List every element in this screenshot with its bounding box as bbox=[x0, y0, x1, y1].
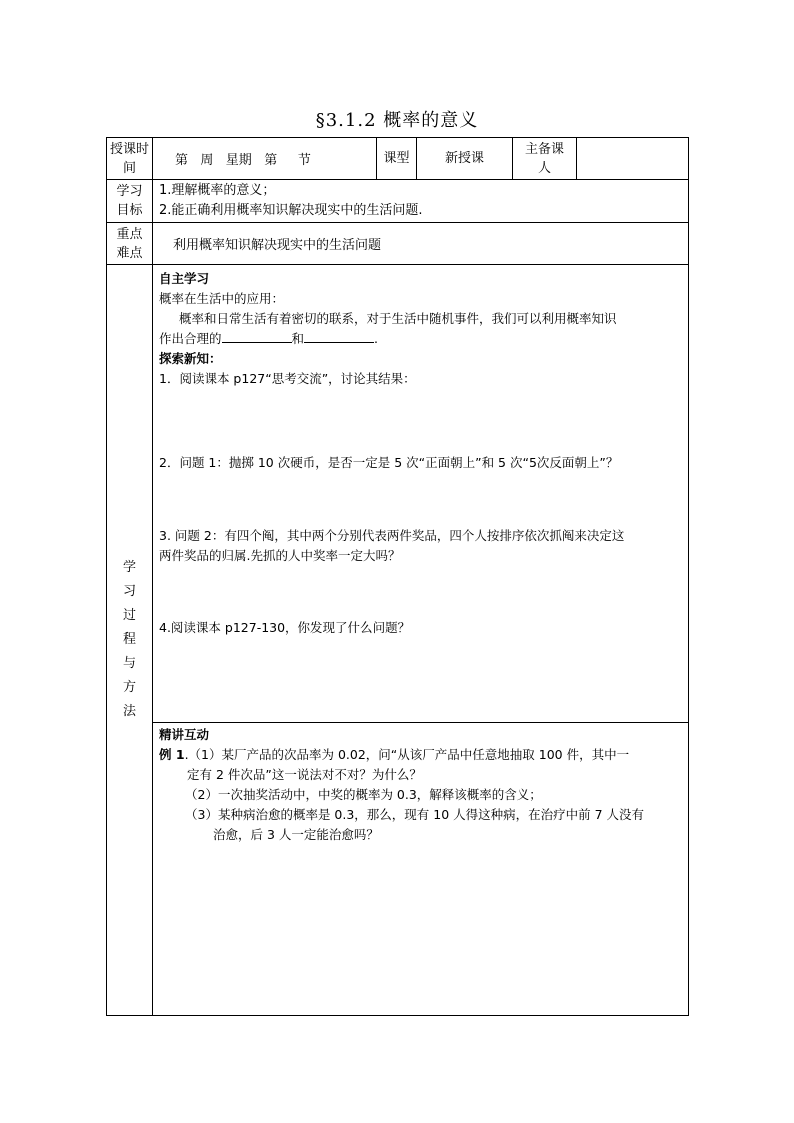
self-study-body-end bbox=[159, 329, 682, 349]
goals-row bbox=[107, 180, 689, 223]
process-label: 学习过程与方法 bbox=[107, 265, 153, 1016]
preparer-label: 主备课人 bbox=[513, 138, 577, 180]
header-row bbox=[107, 138, 689, 180]
self-study-intro: 概率在生活中的应用： bbox=[159, 291, 285, 306]
process-row-interaction bbox=[107, 723, 689, 1016]
key-content: 利用概率知识解决现实中的生活问题 bbox=[153, 223, 689, 265]
example-1-part-2: （2）一次抽奖活动中，中奖的概率为 0.3，解释该概率的含义； bbox=[185, 787, 542, 802]
example-1 bbox=[159, 745, 682, 765]
example-text: .（1）某厂产品的次品率为 0.02，问“从该厂产品中任意地抽取 100 件，其中一 bbox=[184, 747, 630, 762]
goal-item: 1.理解概率的意义； bbox=[159, 183, 276, 198]
key-row bbox=[107, 223, 689, 265]
fill-text: 和 bbox=[291, 331, 305, 346]
example-1-cont: 定有 2 件次品”这一说法对不对？为什么？ bbox=[187, 767, 422, 782]
fill-text: 作出合理的 bbox=[159, 331, 222, 346]
self-study-section bbox=[153, 265, 689, 723]
lesson-type-label: 课型 bbox=[377, 138, 417, 180]
time-value: 第 周 星期 第 节 bbox=[153, 138, 377, 180]
answer-blank[interactable] bbox=[222, 330, 292, 343]
time-label: 授课时间 bbox=[107, 138, 153, 180]
explore-heading: 探索新知： bbox=[159, 351, 222, 366]
goals-content bbox=[153, 180, 689, 223]
lesson-type-value: 新授课 bbox=[417, 138, 513, 180]
goals-label: 学习目标 bbox=[107, 180, 153, 223]
question-4: 4.阅读课本 p127-130，你发现了什么问题？ bbox=[159, 620, 411, 635]
question-1: 1．阅读课本 p127“思考交流”，讨论其结果： bbox=[159, 371, 416, 386]
example-1-part-3: （3）某种病治愈的概率是 0.3，那么，现有 10 人得这种病，在治疗中前 7 人没有 bbox=[185, 807, 645, 822]
fill-text: . bbox=[374, 331, 379, 346]
preparer-value bbox=[577, 138, 689, 180]
question-2: 2．问题 1：抛掷 10 次硬币，是否一定是 5 次“正面朝上”和 5 次“5次反面朝上”？ bbox=[159, 455, 619, 470]
question-3-cont: 两件奖品的归属.先抓的人中奖率一定大吗？ bbox=[159, 548, 401, 563]
example-label: 例 1 bbox=[159, 747, 185, 762]
answer-blank[interactable] bbox=[304, 330, 374, 343]
self-study-heading: 自主学习 bbox=[159, 271, 210, 286]
example-1-part-3-cont: 治愈，后 3 人一定能治愈吗？ bbox=[213, 827, 379, 842]
interaction-section bbox=[153, 723, 689, 1016]
key-label: 重点难点 bbox=[107, 223, 153, 265]
self-study-body: 概率和日常生活有着密切的联系，对于生活中随机事件，我们可以利用概率知识 bbox=[179, 311, 617, 326]
process-row-explore bbox=[107, 265, 689, 723]
goal-item: 2.能正确利用概率知识解决现实中的生活问题. bbox=[159, 203, 423, 218]
question-3: 3. 问题 2：有四个阄，其中两个分别代表两件奖品，四个人按排序依次抓阄来决定这 bbox=[159, 528, 625, 543]
interaction-heading: 精讲互动 bbox=[159, 727, 210, 742]
page-title: §3.1.2 概率的意义 bbox=[315, 110, 479, 131]
lesson-plan-table bbox=[106, 137, 689, 1016]
